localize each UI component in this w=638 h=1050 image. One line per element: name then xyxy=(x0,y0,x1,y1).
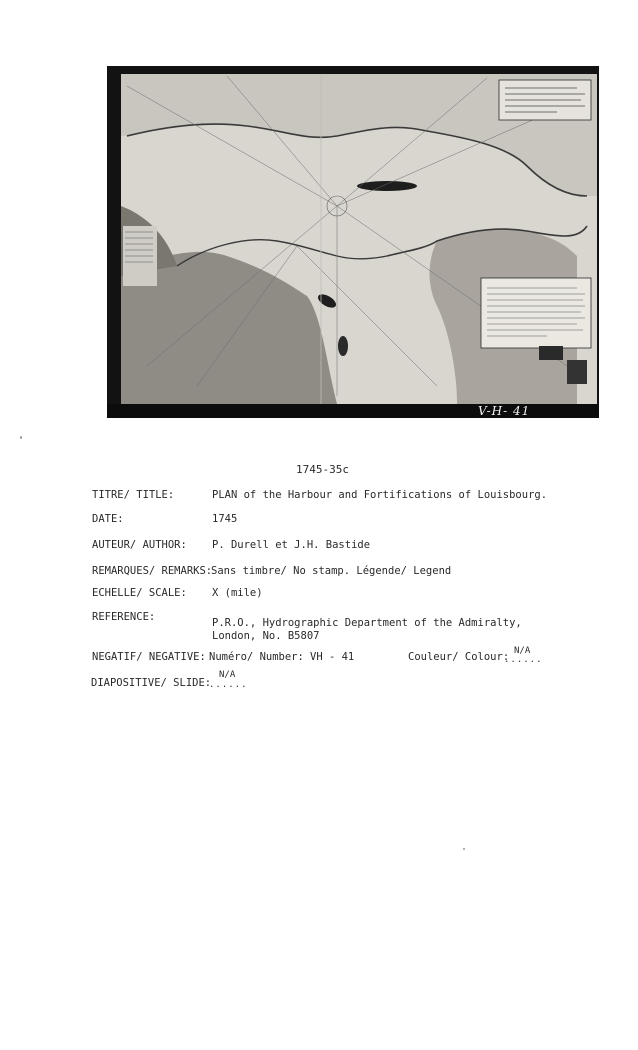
colour-value: N/A xyxy=(514,646,531,656)
slide-label: DIAPOSITIVE/ SLIDE: xyxy=(91,677,212,689)
author-value: P. Durell et J.H. Bastide xyxy=(212,539,371,551)
scale-label: ECHELLE/ SCALE: xyxy=(92,587,187,599)
negative-row xyxy=(0,646,638,667)
title-value: PLAN of the Harbour and Fortifications of Louisbourg. xyxy=(212,489,548,501)
catalog-number: 1745-35c xyxy=(296,463,349,476)
slide-value: N/A xyxy=(219,670,236,680)
colour-label: Couleur/ Colour: xyxy=(408,651,510,663)
reference-label: REFERENCE: xyxy=(92,611,156,623)
reference-row xyxy=(0,611,638,642)
dust-speck xyxy=(463,848,465,850)
scale-value: X (mile) xyxy=(212,587,263,599)
reference-line-1: P.R.O., Hydrographic Department of the Admiralty, xyxy=(212,617,522,629)
negative-number-value: VH - 41 xyxy=(310,651,355,663)
map-image xyxy=(107,66,599,418)
title-label: TITRE/ TITLE: xyxy=(92,489,175,501)
remarks-value: Sans timbre/ No stamp. Légende/ Legend xyxy=(211,565,452,577)
colour-dots: ...... xyxy=(504,655,543,665)
slide-dots: ...... xyxy=(209,680,248,690)
author-label: AUTEUR/ AUTHOR: xyxy=(92,539,187,551)
reference-line-2: London, No. B5807 xyxy=(212,630,320,642)
date-value: 1745 xyxy=(212,513,238,525)
dust-speck xyxy=(20,436,22,439)
negative-label: NEGATIF/ NEGATIVE: xyxy=(92,651,206,663)
negative-code: V-H- 41 xyxy=(478,404,531,418)
date-label: DATE: xyxy=(92,513,124,525)
negative-number-label: Numéro/ Number: xyxy=(209,651,304,663)
map-photograph xyxy=(107,66,599,418)
remarks-label: REMARQUES/ REMARKS: xyxy=(92,565,213,577)
slide-row xyxy=(0,670,638,691)
